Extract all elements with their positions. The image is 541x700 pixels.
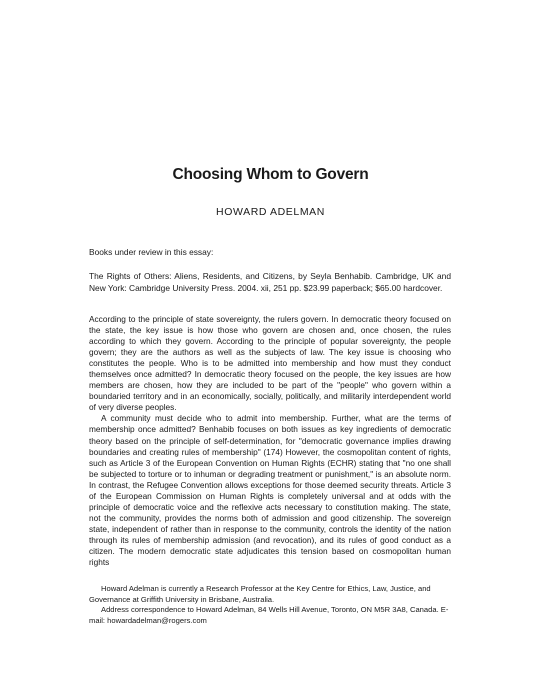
article-body <box>89 314 451 568</box>
author-affiliation-note: Howard Adelman is currently a Research Professor at the Key Centre for Ethics, Law, Justice, and Governance at Griffith University in Brisbane, Australia. <box>89 584 431 604</box>
body-paragraph: According to the principle of state sovereignty, the rulers govern. In democratic theory focused on the state, the key issue is how those who govern are chosen and, once chosen, the rules according to which they govern. According to the principle of popular sovereignty, the people govern; they are the authors as well as the subjects of law. The key issue is choosing who constitutes the people. Who is to be admitted into membership and how must they conduct themselves once admitted? In democratic theory focused on the people, the key issues are how members are chosen, how they are included to be part of the "people" who govern within a boundaried territory and in an economically, socially, politically, and militarily interdependent world of very diverse peoples. <box>89 314 451 413</box>
body-paragraph: A community must decide who to admit into membership. Further, what are the terms of membership once admitted? Benhabib focuses on both issues as key ingredients of democratic theory based on the principle of self-determination, for "democratic governance implies drawing boundaries and creating rules of membership" (174) However, the cosmopolitan content of rights, such as Article 3 of the European Convention on Human Rights (ECHR) stating that "no one shall be subjected to torture or to inhuman or degrading treatment or punishment," is an absolute norm. In contrast, the Refugee Convention allows exceptions for those deemed security threats. Article 3 of the European Commission on Human Rights is completely universal and at odds with the principle of democratic voice and the reflexive acts necessary to constitution making. The state, not the community, provides the norms both of admission and good citizenship. The sovereign state, independent of rather than in response to the community, controls the identity of the nation through its rules of membership admission (and revocation), and its rules of good conduct as a citizen. The modern democratic state adjudicates this tension based on cosmopolitan human rights <box>89 413 451 568</box>
article-title: Choosing Whom to Govern <box>172 166 369 183</box>
correspondence-note: Address correspondence to Howard Adelman, 84 Wells Hill Avenue, Toronto, ON M5R 3A8, Canada. E-mail: howardadelman@rogers.com <box>89 605 449 625</box>
review-heading: Books under review in this essay: <box>89 247 214 257</box>
article-author: HOWARD ADELMAN <box>216 206 325 218</box>
book-citation: The Rights of Others: Aliens, Residents, and Citizens, by Seyla Benhabib. Cambridge, UK and New York: Cambridge University Press. 2004. xii, 251 pp. $23.99 paperback; $65.00 hardcover. <box>89 271 451 293</box>
footnotes <box>89 584 451 626</box>
